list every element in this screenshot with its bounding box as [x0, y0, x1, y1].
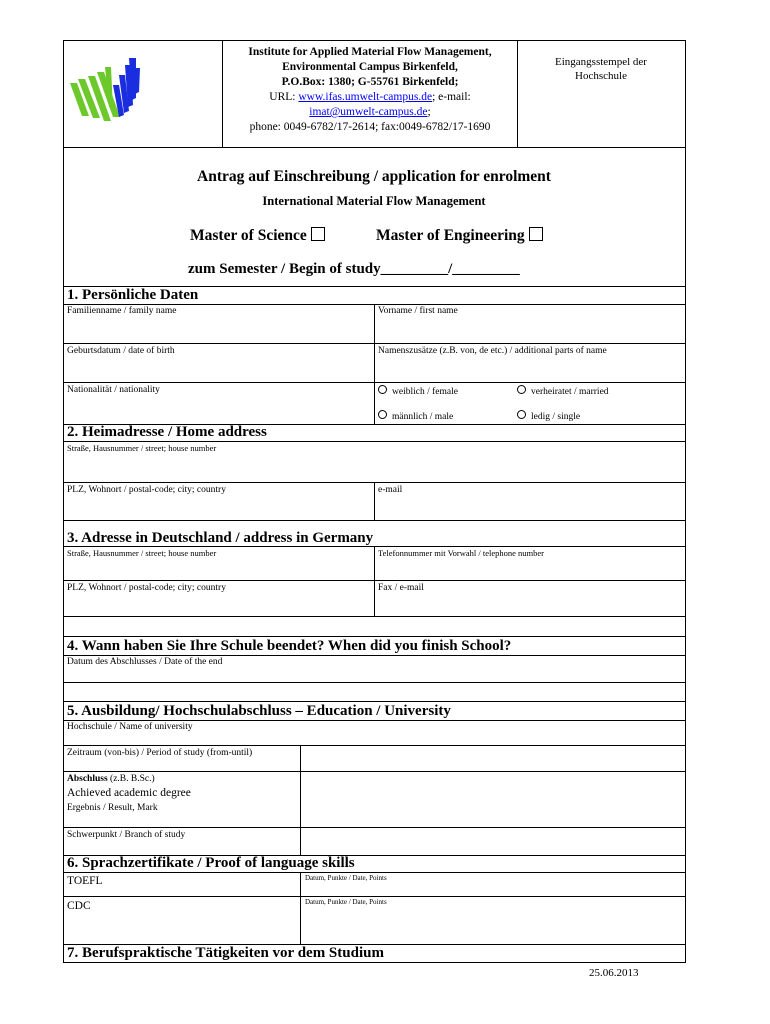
program-name: International Material Flow Management [262, 194, 486, 208]
germany-phone-field[interactable]: Telefonnummer mit Vorwahl / telephone number [378, 548, 544, 558]
male-label: männlich / male [392, 412, 454, 422]
name-additions-field[interactable]: Namenszusätze (z.B. von, de etc.) / additional parts of name [378, 346, 607, 356]
single-label: ledig / single [531, 412, 581, 422]
gender-female-option[interactable] [378, 385, 458, 397]
cdc-label: CDC [67, 900, 91, 912]
degree-meng-label: Master of Engineering [376, 227, 525, 244]
header-divider-1 [222, 40, 223, 147]
stamp-box [519, 55, 683, 83]
germany-street-field[interactable]: Straße, Hausnummer / street; house number [67, 548, 217, 558]
married-radio[interactable] [517, 385, 526, 394]
birth-date-field[interactable]: Geburtsdatum / date of birth [67, 346, 175, 356]
sec3-row-line-1 [63, 580, 685, 581]
family-name-field[interactable]: Familienname / family name [67, 306, 177, 316]
degree-label-bold: Abschluss [67, 774, 108, 784]
institute-name: Institute for Applied Material Flow Management, [248, 46, 492, 58]
form-title: Antrag auf Einschreibung / application for enrolment [197, 168, 551, 185]
germany-fax-field[interactable]: Fax / e-mail [378, 583, 424, 593]
home-street-field[interactable]: Straße, Hausnummer / street; house number [67, 443, 217, 453]
logo-stripe-blue-5 [135, 68, 140, 94]
email-link[interactable]: imat@umwelt-campus.de [309, 106, 428, 118]
sec5-row-line-2 [63, 771, 685, 772]
home-postcode-field[interactable]: PLZ, Wohnort / postal-code; city; country [67, 485, 226, 495]
sec1-row-line-1 [63, 343, 685, 344]
footer-date: 25.06.2013 [589, 967, 639, 979]
sec2-row-line-2 [63, 520, 685, 521]
sec2-col-divider [374, 482, 375, 520]
sec3-row-line-3 [63, 636, 685, 637]
toefl-date-points-field[interactable]: Datum, Punkte / Date, Points [305, 874, 387, 882]
sec5-col-divider [300, 745, 301, 855]
phone-fax: phone: 0049-6782/17-2614; fax:0049-6782/17-1690 [249, 121, 491, 133]
sec1-row-line-2 [63, 382, 685, 383]
section-3-heading: 3. Adresse in Deutschland / address in Germany [67, 530, 374, 546]
female-label: weiblich / female [392, 387, 458, 397]
female-radio[interactable] [378, 385, 387, 394]
first-name-field[interactable]: Vorname / first name [378, 306, 458, 316]
degree-msc-checkbox[interactable] [311, 227, 325, 241]
url-prefix: URL: [269, 91, 299, 103]
section-5-heading: 5. Ausbildung/ Hochschulabschluss – Education / University [67, 703, 451, 719]
section-7-heading: 7. Berufspraktische Tätigkeiten vor dem Studium [67, 945, 384, 961]
university-field[interactable]: Hochschule / Name of university [67, 722, 193, 732]
header-border-bottom [63, 147, 685, 148]
degree-msc-label: Master of Science [190, 227, 307, 244]
sec6-row-line-1 [63, 896, 685, 897]
status-single-option[interactable] [517, 410, 580, 422]
status-married-option[interactable] [517, 385, 609, 397]
home-email-field[interactable]: e-mail [378, 485, 403, 495]
sec6-heading-line [63, 872, 685, 873]
form-border-top [63, 40, 685, 41]
section-4-heading: 4. Wann haben Sie Ihre Schule beendet? When did you finish School? [67, 638, 512, 654]
form-border-bottom [63, 962, 685, 963]
email-suffix: ; [427, 106, 431, 118]
nationality-field[interactable]: Nationalität / nationality [67, 385, 160, 395]
degree-label-rest: (z.B. B.Sc.) [107, 774, 155, 784]
email-prefix: ; e-mail: [432, 91, 471, 103]
married-label: verheiratet / married [531, 387, 609, 397]
school-end-date-field[interactable]: Datum des Abschlusses / Date of the end [67, 657, 223, 667]
sec3-col-divider [374, 546, 375, 616]
sec1-col-divider [374, 304, 375, 424]
sec5-row-line-3 [63, 827, 685, 828]
sec4-row-line-1 [63, 682, 685, 683]
degree-msc-option[interactable] [190, 227, 325, 245]
sec2-heading-line [63, 441, 685, 442]
po-box: P.O.Box: 1380; G-55761 Birkenfeld; [281, 76, 459, 88]
institute-address [224, 45, 516, 135]
institute-logo [66, 55, 156, 135]
form-border-right [685, 40, 686, 963]
germany-postcode-field[interactable]: PLZ, Wohnort / postal-code; city; country [67, 583, 226, 593]
branch-of-study-field[interactable]: Schwerpunkt / Branch of study [67, 830, 186, 840]
toefl-label: TOEFL [67, 875, 103, 887]
header-divider-2 [517, 40, 518, 147]
result-field[interactable]: Ergebnis / Result, Mark [67, 803, 158, 813]
section-6-heading: 6. Sprachzertifikate / Proof of language skills [67, 855, 355, 871]
cdc-date-points-field[interactable]: Datum, Punkte / Date, Points [305, 898, 387, 906]
sec6-col-divider [300, 872, 301, 944]
campus-name: Environmental Campus Birkenfeld, [282, 61, 458, 73]
stamp-label-2: Hochschule [575, 70, 627, 82]
stamp-label-1: Eingangsstempel der [555, 56, 647, 68]
gender-male-option[interactable] [378, 410, 453, 422]
degree-field[interactable] [67, 774, 155, 784]
sec4-row-line-2 [63, 701, 685, 702]
degree-meng-option[interactable] [376, 227, 543, 245]
study-period-field[interactable]: Zeitraum (von-bis) / Period of study (from-until) [67, 748, 253, 758]
sec4-heading-line [63, 655, 685, 656]
email-line [224, 105, 516, 120]
degree-meng-checkbox[interactable] [529, 227, 543, 241]
begin-of-study[interactable]: zum Semester / Begin of study_________/_________ [188, 261, 520, 277]
single-radio[interactable] [517, 410, 526, 419]
achieved-degree-label: Achieved academic degree [67, 787, 191, 799]
url-link[interactable]: www.ifas.umwelt-campus.de [298, 91, 433, 103]
sec5-row-line-1 [63, 745, 685, 746]
url-line [224, 90, 516, 105]
section-2-heading: 2. Heimadresse / Home address [67, 424, 267, 440]
male-radio[interactable] [378, 410, 387, 419]
sec5-heading-line [63, 720, 685, 721]
section-1-heading: 1. Persönliche Daten [67, 287, 199, 303]
sec3-row-line-2 [63, 616, 685, 617]
